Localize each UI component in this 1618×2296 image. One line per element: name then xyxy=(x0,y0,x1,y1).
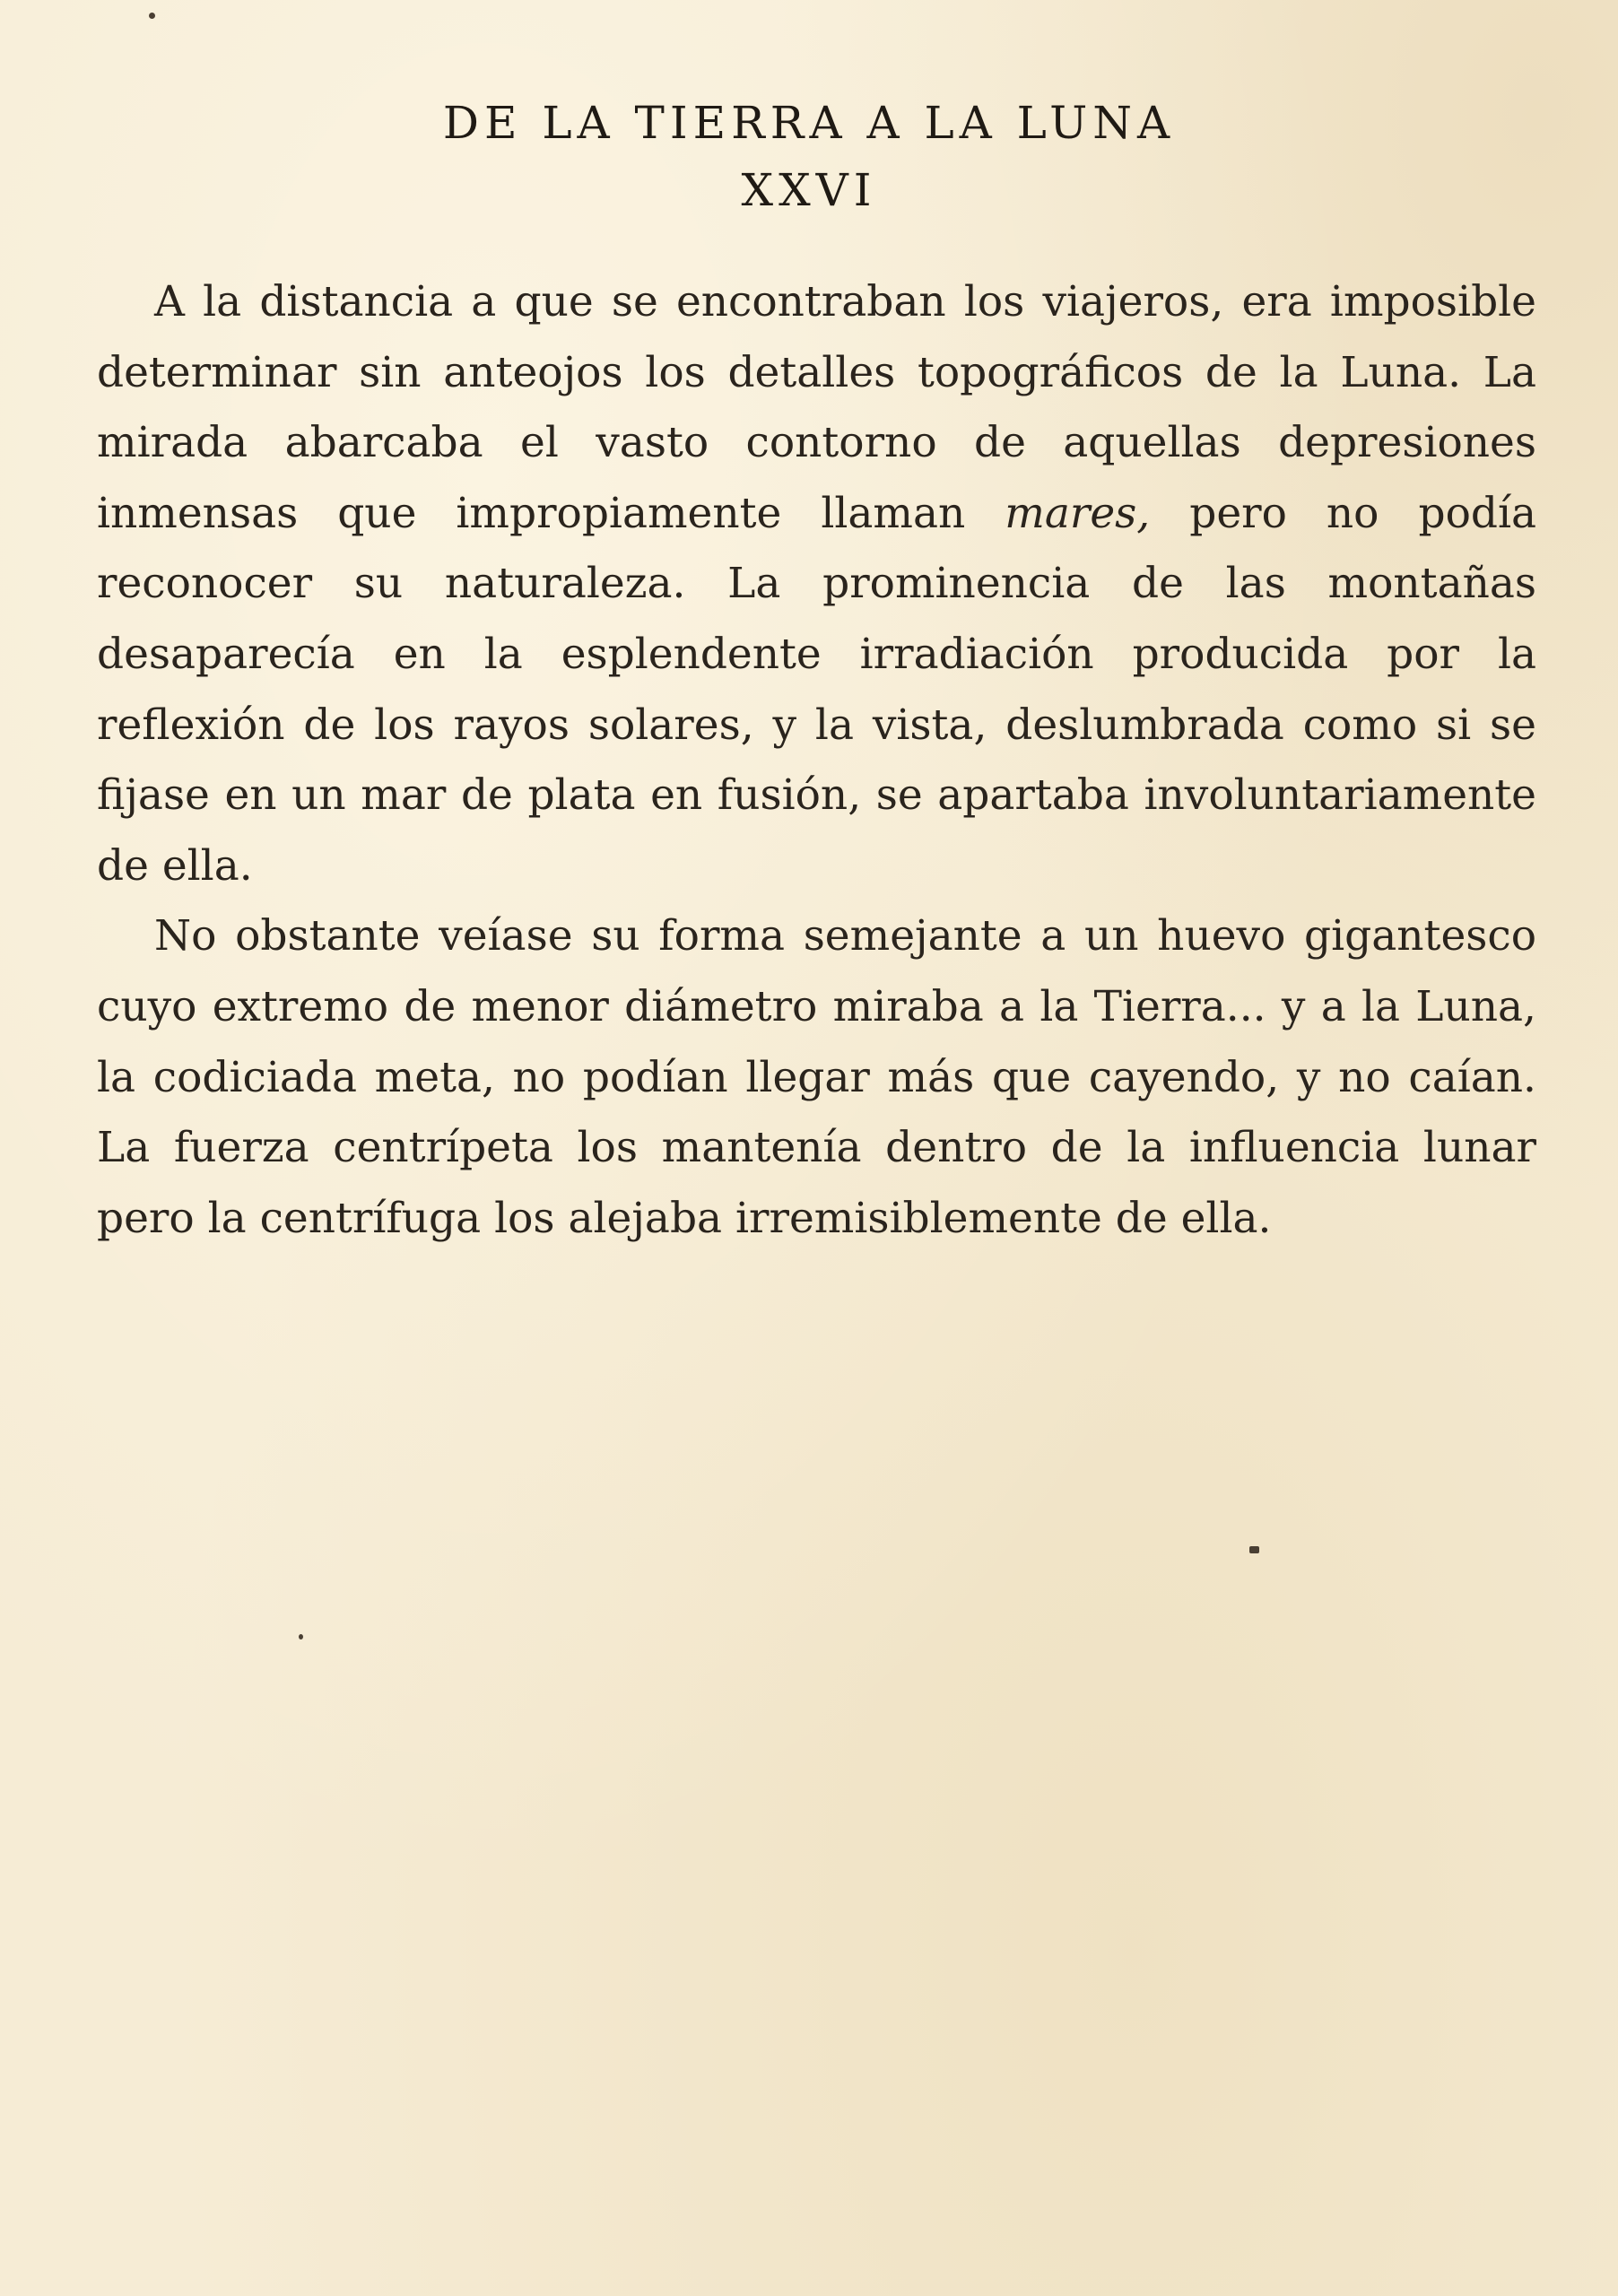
body-text xyxy=(97,267,1536,1254)
paper-speck xyxy=(1249,1546,1259,1553)
emphasized-word: mares, xyxy=(1005,488,1151,538)
paragraph xyxy=(97,267,1536,901)
paragraph: No obstante veíase su forma semejante a un huevo gigantesco cuyo extremo de menor diámetro miraba a la Tierra... y a la Luna, la codiciada meta, no podían llegar más que cayendo, y no caían. La fuerza centrípeta los mantenía dentro de la influencia lunar pero la centrífuga los alejaba irremisiblemente de ella. xyxy=(97,911,1536,1243)
paper-speck xyxy=(149,13,155,19)
paragraph-text: A la distancia a que se encontraban los viajeros, era imposible determinar sin anteojos los detalles topográficos de la Luna. La mirada abarcaba el vasto contorno de aquellas depresiones inmensas que impropiamente llaman xyxy=(97,277,1536,538)
chapter-number: XXVI xyxy=(741,164,877,216)
paragraph-text: pero no podía reconocer su naturaleza. La prominencia de las montañas desaparecía en la esplendente irradiación producida por la reflexión de los rayos solares, y la vista, deslumbrada como si se fijase en un mar de plata en fusión, se apartaba involuntariamente de ella. xyxy=(97,488,1537,891)
paper-speck xyxy=(299,1634,303,1639)
book-title: DE LA TIERRA A LA LUNA xyxy=(442,97,1176,149)
